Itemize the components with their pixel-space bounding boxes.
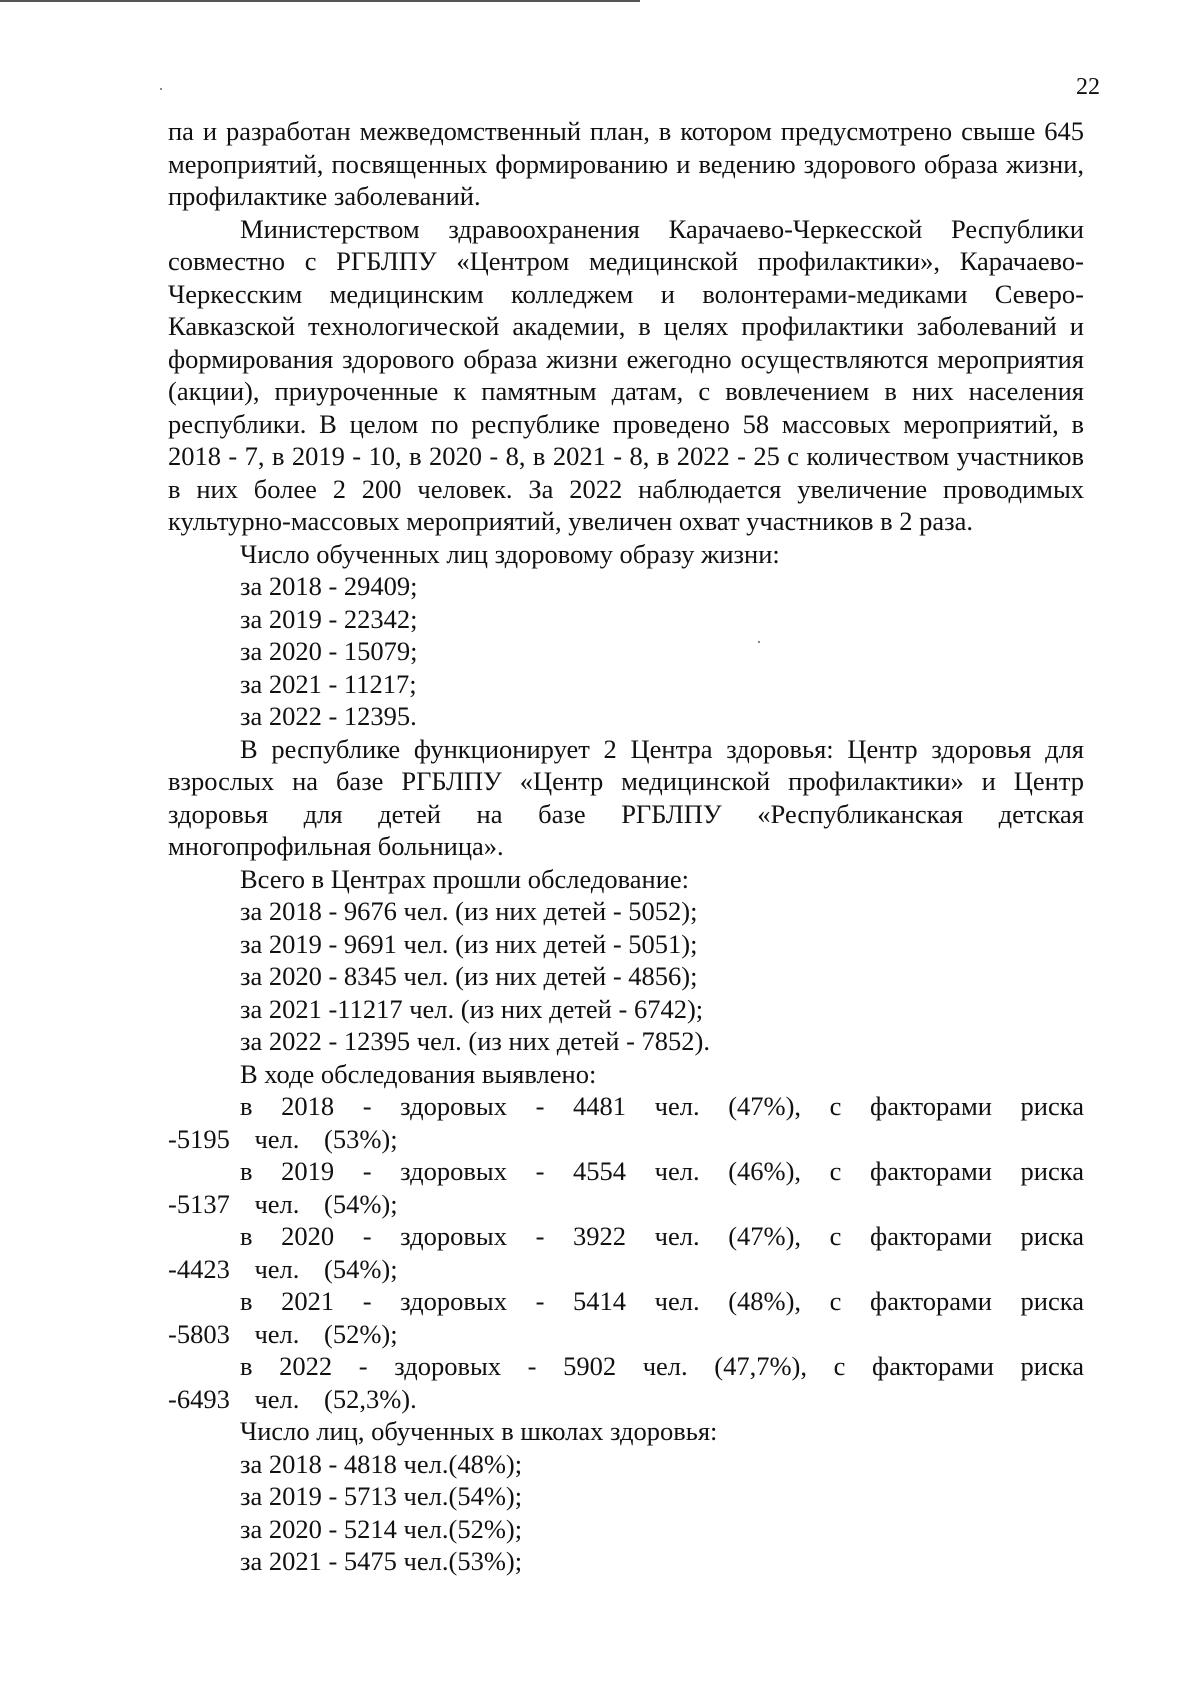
revealed-item-2019: в 2019 - здоровых - 4554 чел. (46%), с факторами риска -5137 чел. (54%); [168,1156,1084,1219]
schools-item-2018: за 2018 - 4818 чел.(48%); [240,1448,523,1479]
schools-heading: Число лиц, обученных в школах здоровья: [240,1416,718,1446]
schools-item-2020: за 2020 - 5214 чел.(52%); [240,1513,523,1544]
examined-item-2019: за 2019 - 9691 чел. (из них детей - 5051); [240,928,698,959]
document-body [168,115,1084,1578]
revealed-item-2022: в 2022 - здоровых - 5902 чел. (47,7%), с факторами риска -6493 чел. (52,3%). [168,1351,1084,1414]
trained-item-2022: за 2022 - 12395. [240,701,417,731]
page-number: 22 [1076,74,1100,100]
intro-paragraph: па и разработан межведомственный план, в котором предусмотрено свыше 645 мероприятий, посвященных формированию и ведению здорового образа жизни, профилактике заболеваний. [168,116,1084,211]
revealed-heading: В ходе обследования выявлено: [240,1058,597,1089]
revealed-item-2018: в 2018 - здоровых - 4481 чел. (47%), с факторами риска -5195 чел. (53%); [168,1091,1084,1154]
events-paragraph: Министерством здравоохранения Карачаево-Черкесской Республики совместно с РГБЛПУ «Центром медицинской профилактики», Карачаево-Черкесским медицинским колледжем и волонтерами-медиками Северо-Кавказской технологической академии, в целях профилактики заболеваний и формирования здорового образа жизни ежегодно осуществляются мероприятия (акции), приуроченные к памятным датам, с вовлечением в них населения республики. В целом по республике проведено 58 массовых мероприятий, в 2018 - 7, в 2019 - 10, в 2020 - 8, в 2021 - 8, в 2022 - 25 с количеством участников в них более 2 200 человек. За 2022 наблюдается увеличение проводимых культурно-массовых мероприятий, увеличен охват участников в 2 раза. [168,213,1084,536]
schools-item-2019: за 2019 - 5713 чел.(54%); [240,1481,523,1511]
trained-item-2020: за 2020 - 15079; [240,636,418,666]
trained-item-2021: за 2021 - 11217; [240,668,417,699]
examined-item-2018: за 2018 - 9676 чел. (из них детей - 5052); [240,896,698,926]
examined-item-2022: за 2022 - 12395 чел. (из них детей - 7852). [240,1026,710,1056]
trained-item-2019: за 2019 - 22342; [240,603,418,634]
schools-item-2021: за 2021 - 5475 чел.(53%); [240,1546,523,1576]
revealed-item-2021: в 2021 - здоровых - 5414 чел. (48%), с факторами риска -5803 чел. (52%); [168,1286,1084,1349]
health-centers-paragraph [168,733,1084,863]
trained-heading: Число обученных лиц здоровому образу жизни: [240,538,780,569]
trained-item-2018: за 2018 - 29409; [240,571,418,601]
examined-item-2021: за 2021 -11217 чел. (из них детей - 6742); [240,993,704,1024]
health-centers-text: В республике функционирует 2 Центра здоровья: Центр здоровья для взрослых на базе РГБЛПУ «Центр медицинской профилактики» и Центр здоровья для детей на базе РГБЛПУ «Республиканская детская [168,733,1084,829]
examined-heading: Всего в Центрах прошли обследование: [240,863,690,894]
revealed-item-2020: в 2020 - здоровых - 3922 чел. (47%), с факторами риска -4423 чел. (54%); [168,1221,1084,1284]
scan-edge-line [0,0,640,2]
scan-speck [160,88,162,90]
examined-item-2020: за 2020 - 8345 чел. (из них детей - 4856); [240,961,698,991]
health-centers-text-end: многопрофильная больница». [168,831,504,861]
